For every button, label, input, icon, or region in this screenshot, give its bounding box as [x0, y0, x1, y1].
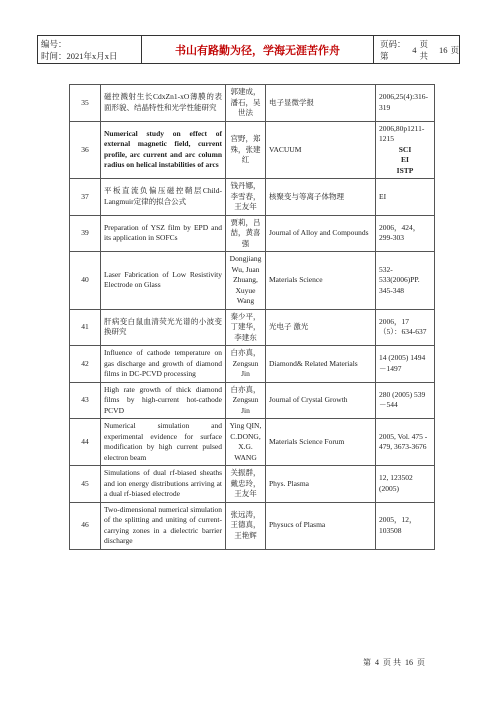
- paper-title-text: Influence of cathode temperature on gas discharge and growth of diamond films in DC-PCVD processing: [104, 348, 222, 378]
- authors-text: Ying QIN, C.DONG, X.G. WANG: [229, 421, 262, 462]
- journal-name-text: Materials Science: [269, 275, 323, 284]
- paper-title: [101, 309, 226, 346]
- row-number-text: 41: [81, 322, 89, 331]
- number-label: 编号：: [41, 39, 67, 49]
- journal-name: [266, 502, 376, 549]
- authors: [226, 309, 266, 346]
- row-number-text: 39: [81, 228, 89, 237]
- page-footer: [362, 657, 426, 668]
- journal-name: [266, 252, 376, 310]
- journal-name-text: 光电子 激光: [269, 322, 309, 331]
- authors-text: 宫野，郑殊，张建红: [230, 134, 261, 164]
- paper-title: [101, 382, 226, 419]
- paper-title-text: 平板直流负偏压磁控鞘层Child-Langmuir定律的拟合公式: [104, 186, 222, 206]
- index-badge: EI: [401, 155, 409, 164]
- paper-title-text: Laser Fabrication of Low Resistivity Electrode on Glass: [104, 269, 222, 290]
- authors: [226, 346, 266, 383]
- publication-source-text: 280 (2005) 539－544: [379, 389, 426, 410]
- journal-name-text: Physucs of Plasma: [269, 520, 326, 530]
- footer-current: 4: [375, 658, 379, 667]
- paper-title: [101, 215, 226, 252]
- row-number-text: 43: [81, 395, 89, 404]
- publication-source-text: 12, 123502 (2005): [379, 473, 413, 493]
- paper-title: [101, 419, 226, 466]
- paper-title-text: High rate growth of thick diamond films by high-current hot-cathode PCVD: [104, 384, 222, 415]
- index-badge: SCI: [398, 144, 412, 154]
- journal-name-text: Diamond& Related Materials: [269, 358, 358, 368]
- table-row: [70, 346, 435, 383]
- row-number: [70, 502, 101, 549]
- table-row: [70, 466, 435, 503]
- authors: [226, 502, 266, 549]
- row-number: [70, 85, 101, 122]
- page-current: 4: [412, 44, 417, 55]
- row-number-text: 44: [81, 436, 89, 446]
- authors-text: 张远涛，王德真，王艳辉: [230, 509, 261, 540]
- authors: [226, 419, 266, 466]
- authors-text: 郭建成，潘石，吴世法: [230, 87, 261, 117]
- publication-source-text: 2006,25(4):316-319: [379, 92, 428, 112]
- header-page-number: [374, 36, 459, 63]
- row-number: [70, 121, 101, 179]
- row-number: [70, 382, 101, 419]
- row-number-text: 45: [81, 478, 89, 488]
- authors-text: 钱丹娜，李雪春，王友年: [230, 181, 261, 211]
- authors-text: 关振群，戴忠玲，王友年: [230, 468, 261, 498]
- publication-source-text: 2006，424，299-303: [379, 222, 421, 243]
- paper-title: [101, 502, 226, 549]
- publication-source: [376, 309, 435, 346]
- table-row: [70, 502, 435, 549]
- footer-suffix: 页: [417, 658, 425, 667]
- row-number: [70, 179, 101, 216]
- journal-name: [266, 215, 376, 252]
- journal-name-text: Materials Science Forum: [269, 436, 345, 446]
- header-meta: [38, 36, 142, 63]
- publication-source-text: 2005, Vol. 475 - 479, 3673-3676: [379, 431, 428, 451]
- paper-title-text: Preparation of YSZ film by EPD and its application in SOFCs: [104, 222, 222, 243]
- page-mid: 页 共: [419, 38, 429, 61]
- publication-source-text: 2006,80p1211-1215: [379, 123, 425, 143]
- table-row: [70, 179, 435, 216]
- journal-name: [266, 121, 376, 179]
- time-label: 时间：2021年x月x日: [41, 51, 118, 61]
- journal-name-text: Journal of Crystal Growth: [269, 395, 348, 404]
- journal-name: [266, 382, 376, 419]
- row-number-text: 42: [81, 358, 89, 368]
- authors: [226, 121, 266, 179]
- row-number: [70, 466, 101, 503]
- journal-name: [266, 419, 376, 466]
- row-number-text: 46: [81, 520, 89, 530]
- table-row: [70, 121, 435, 179]
- page-total: 16: [438, 44, 448, 55]
- page-prefix: 页码：第: [380, 38, 406, 61]
- paper-title-text: Numerical study on effect of external magnetic field, current profile, arc current and arc column radius on helical instabilities of arcs: [104, 128, 222, 170]
- row-number-text: 36: [81, 144, 89, 154]
- journal-name-text: VACUUM: [269, 144, 302, 154]
- table-row: [70, 419, 435, 466]
- paper-title: [101, 346, 226, 383]
- publication-source: [376, 252, 435, 310]
- paper-title-text: 肝病变白鼠血清荧光光谱的小波变换研究: [104, 316, 222, 337]
- authors: [226, 215, 266, 252]
- paper-title: [101, 252, 226, 310]
- publication-source-text: 14 (2005) 1494－1497: [379, 353, 426, 373]
- publication-source-text: 532-533(2006)PP. 345-348: [379, 264, 420, 295]
- publication-source: [376, 382, 435, 419]
- publication-source: [376, 179, 435, 216]
- authors: [226, 85, 266, 122]
- journal-name: [266, 346, 376, 383]
- paper-title-text: Simulations of dual rf-biased sheaths and ion energy distributions arriving at a dual rf-biased electrode: [104, 468, 222, 498]
- header-motto: 书山有路勤为径，学海无涯苦作舟: [142, 36, 374, 63]
- publication-source-text: EI: [379, 191, 387, 201]
- paper-title: [101, 466, 226, 503]
- journal-name-text: Phys. Plasma: [269, 478, 310, 488]
- paper-title-text: Two-dimensional numerical simulation of the splitting and uniting of current-carrying zones in a dielectric barrier discharge: [104, 504, 222, 545]
- authors-text: 白亦真，Zengsun Jin: [230, 384, 261, 415]
- page-header: [37, 35, 460, 64]
- publication-source: [376, 215, 435, 252]
- paper-title: [101, 85, 226, 122]
- authors: [226, 252, 266, 310]
- table-row: [70, 309, 435, 346]
- publication-source: [376, 466, 435, 503]
- journal-name-text: 电子显微学报: [269, 97, 314, 107]
- index-badge: ISTP: [396, 165, 414, 175]
- table-row: [70, 252, 435, 310]
- publication-table: [69, 84, 435, 550]
- authors: [226, 179, 266, 216]
- authors-text: 白亦真，Zengsun Jin: [230, 348, 261, 378]
- publication-source: [376, 121, 435, 179]
- authors-text: Dongjiang Wu, Juan Zhuang, Xuyue Wang: [229, 254, 262, 305]
- authors: [226, 466, 266, 503]
- paper-title-text: Numerical simulation and experimental evidence for surface modification by high current pulsed electron beam: [104, 421, 222, 462]
- table-row: [70, 215, 435, 252]
- page-suffix: 页: [450, 44, 459, 55]
- footer-prefix: 第: [363, 658, 371, 667]
- table-row: [70, 382, 435, 419]
- journal-name-text: Journal of Alloy and Compounds: [269, 228, 369, 237]
- footer-mid: 页 共: [383, 658, 401, 667]
- row-number: [70, 419, 101, 466]
- footer-total: 16: [405, 658, 413, 667]
- publication-source: [376, 85, 435, 122]
- row-number: [70, 252, 101, 310]
- row-number: [70, 215, 101, 252]
- publication-source: [376, 346, 435, 383]
- paper-title-text: 磁控溅射生长CdxZn1-xO薄膜的表面形貌、结晶特性和光学性能研究: [104, 92, 222, 112]
- authors: [226, 382, 266, 419]
- table-row: [70, 85, 435, 122]
- journal-name-text: 核聚变与等离子体物理: [269, 191, 344, 201]
- paper-title: [101, 179, 226, 216]
- paper-title: [101, 121, 226, 179]
- publication-source-text: 2006，17（5）：634-637: [379, 316, 427, 337]
- row-number-text: 37: [81, 191, 89, 201]
- journal-name: [266, 466, 376, 503]
- publication-source: [376, 419, 435, 466]
- authors-text: 秦少平，丁建华，李建东: [230, 311, 261, 342]
- row-number-text: 35: [81, 97, 89, 107]
- row-number: [70, 346, 101, 383]
- publication-source: [376, 502, 435, 549]
- journal-name: [266, 179, 376, 216]
- row-number-text: 40: [81, 275, 89, 284]
- journal-name: [266, 309, 376, 346]
- authors-text: 贾莉，吕喆，黄喜强: [230, 217, 261, 248]
- journal-name: [266, 85, 376, 122]
- publication-source-text: 2005，12，103508: [379, 515, 417, 535]
- row-number: [70, 309, 101, 346]
